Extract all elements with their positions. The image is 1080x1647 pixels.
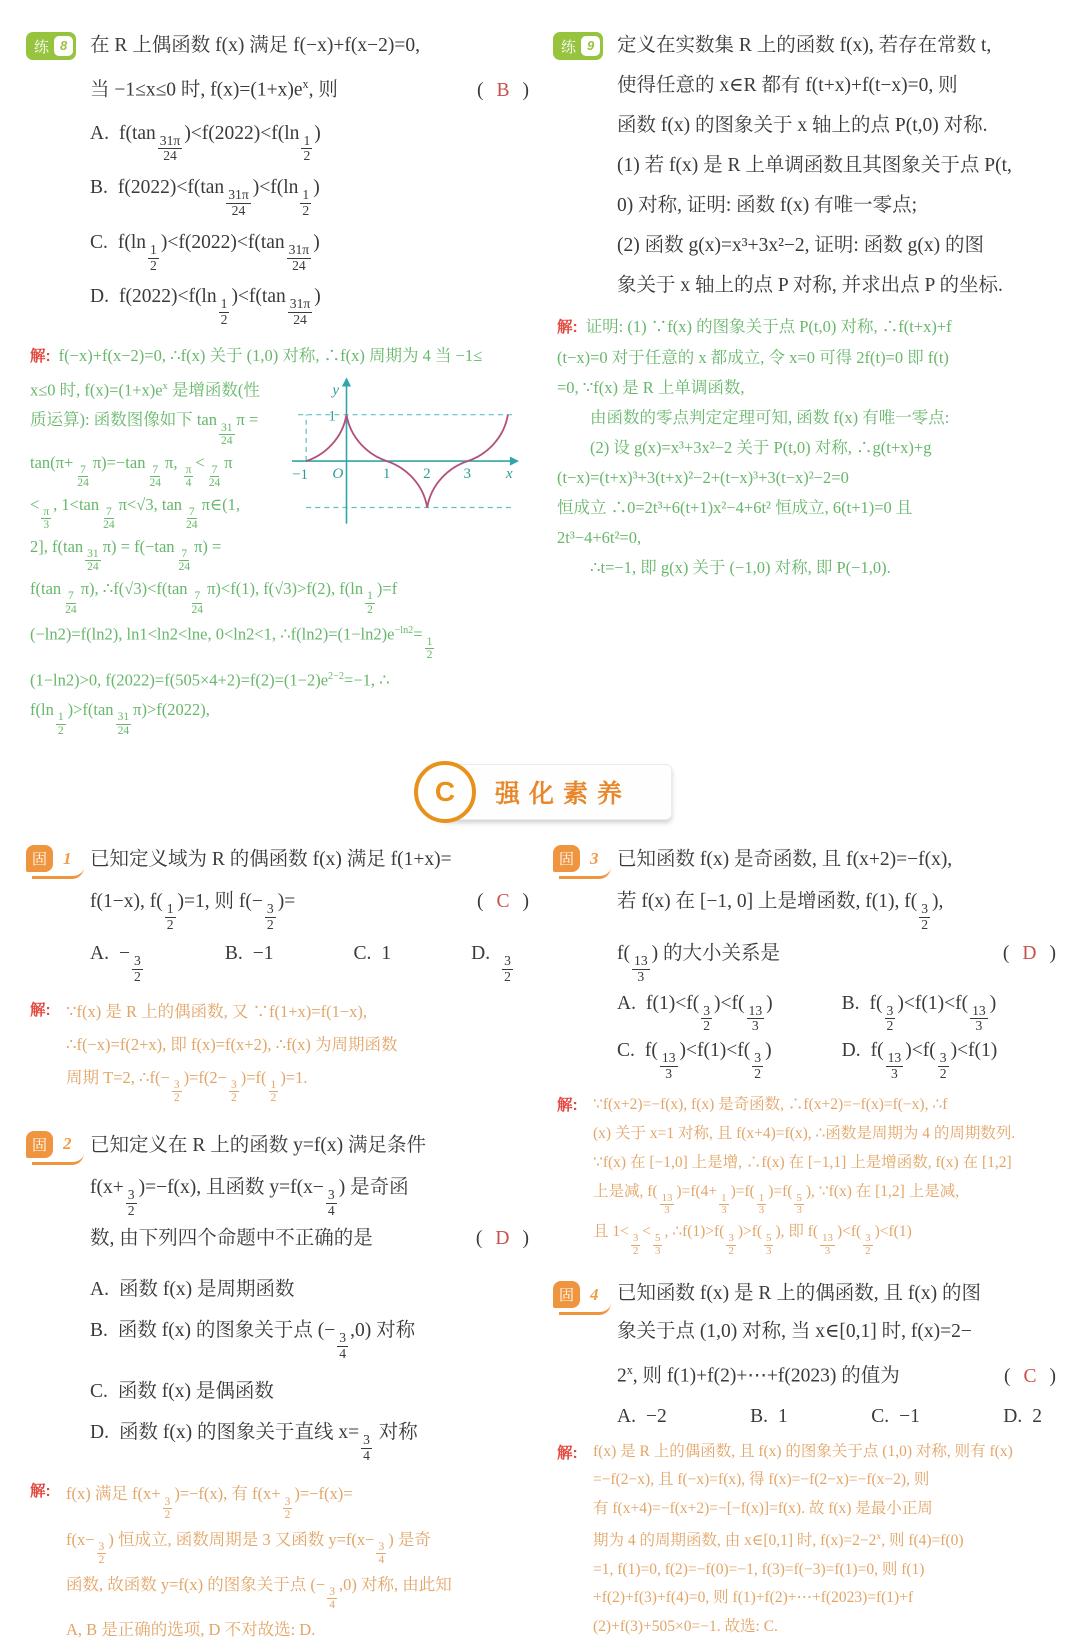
- option-text: f(tan $\frac{31\pi}{24}$ )<f(2022)<f(ln $\frac{1}{2}$ ): [118, 122, 321, 164]
- solution-line: ∵f(x+2)=−f(x), f(x) 是奇函数, ∴f(x+2)=−f(x)=f(−x), ∴f: [593, 1095, 948, 1113]
- option-label: C.: [353, 942, 372, 964]
- solution-label: 解:: [30, 1001, 51, 1019]
- paren-open: (: [476, 79, 484, 101]
- function-graph: [288, 374, 520, 528]
- problem-consolidate-3: [557, 839, 1056, 1257]
- option-a: [90, 1273, 529, 1301]
- consolidate-badge-number: 3: [590, 848, 599, 868]
- solution-line: =1, f(1)=0, f(2)=−f(0)=−1, f(3)=f(−3)=f(1)=0, 则 f(1): [593, 1560, 925, 1578]
- options-grid: [617, 993, 1056, 1082]
- solution-line: [557, 312, 1056, 343]
- solution-text: 证明: (1) ∵f(x) 的图象关于点 P(t,0) 对称, ∴f(t+x)+f: [585, 317, 952, 336]
- right-bottom-column: [557, 839, 1056, 1647]
- option-c: [354, 943, 392, 985]
- solution-line: x≤0 时, $f(x)=(1+x)e^x$ 是增函数(性: [30, 380, 260, 400]
- option-a: [617, 993, 836, 1035]
- solution-line: f(x) 是 R 上的偶函数, 且 f(x) 的图象关于点 (1,0) 对称, 则有 f(x): [593, 1442, 1013, 1460]
- bottom-row: [30, 839, 1056, 1647]
- solution-line: (t−x)=0 对于任意的 x 都成立, 令 x=0 可得 2f(t)=0 即 f(t): [557, 348, 949, 367]
- option-a: [90, 123, 529, 165]
- stem-text: 当 −1≤x≤0 时, $f(x)=(1+x)e^x$, 则: [90, 77, 338, 101]
- g3-solution: [557, 1090, 1056, 1258]
- x-tick-1: 1: [382, 466, 391, 483]
- practice-badge-icon: [553, 32, 603, 60]
- top-row: [30, 26, 1056, 737]
- option-text: −1: [252, 942, 274, 964]
- consolidate-badge-icon: [26, 1131, 72, 1158]
- solution-line: (−ln2)=f(ln2), ln1<ln2<lne, 0<ln2<1, $\therefore f(\ln 2)=(1-\ln 2)e^{-ln2}=$ $\frac{1}{2}$: [30, 624, 433, 662]
- solution-line: (x) 关于 x=1 对称, 且 f(x+4)=f(x), ∴函数是周期为 4 的周期数列.: [593, 1124, 1016, 1142]
- stem-line: (2) 函数 g(x)=x³+3x²−2, 证明: 函数 g(x) 的图: [617, 235, 984, 256]
- practice-badge-number: 9: [581, 36, 600, 56]
- solution-line: =0, ∵f(x) 是 R 上单调函数,: [557, 378, 745, 397]
- option-label: A.: [90, 1279, 109, 1301]
- consolidate-badge-text: 固: [26, 1131, 53, 1158]
- stem-line: [90, 65, 529, 110]
- option-label: A.: [617, 1405, 636, 1427]
- x-tick-neg1: −1: [292, 467, 309, 484]
- origin-label: O: [332, 466, 344, 483]
- stem-text: 数, 由下列四个命题中不正确的是: [90, 1228, 373, 1250]
- option-d: [1003, 1406, 1042, 1428]
- practice8-body: [30, 26, 529, 328]
- answer-box: [1003, 933, 1056, 975]
- problem-consolidate-1: [30, 839, 529, 1104]
- stem-line: [617, 1351, 1056, 1396]
- solution-label: 解:: [30, 347, 51, 365]
- option-c: [617, 1040, 836, 1082]
- problem-practice-8: [30, 26, 529, 737]
- stem-line: 象关于点 (1,0) 对称, 当 x∈[0,1] 时, f(x)=2−: [617, 1321, 972, 1343]
- paren-close: ): [1049, 1365, 1056, 1387]
- solution-line: f(x) 满足 f(x+ $\frac{3}{2}$ )=−f(x), 有 f(x+ $\frac{3}{2}$ )=−f(x)=: [66, 1484, 353, 1522]
- option-label: A.: [617, 992, 636, 1014]
- solution-line: 期为 4 的周期函数, 由 x∈[0,1] 时, $f(x)=2-2^x$, 则 f(4)=f(0): [593, 1531, 964, 1550]
- solution-line: 2], f(tan $\frac{31}{24}$ π) = f(−tan $\frac{7}{24}$ π) =: [30, 536, 222, 574]
- solution-line: 有 f(x+4)=−f(x+2)=−[−f(x)]=f(x). 故 f(x) 是最小正周: [593, 1499, 933, 1517]
- solution-line: (2)+f(3)+505×0=−1. 故选: C.: [593, 1617, 778, 1635]
- stem-line: 若 f(x) 在 [−1, 0] 上是增函数, f(1), f( $\frac{3}{2}$ ),: [617, 891, 944, 933]
- stem-text: f(1−x), f( $\frac{1}{2}$ )=1, 则 f(− $\frac{3}{2}$ )=: [90, 891, 296, 933]
- option-text: 函数 f(x) 是周期函数: [118, 1279, 295, 1301]
- stem-line: [90, 1218, 529, 1260]
- option-text: $\frac{3}{2}$: [504, 953, 511, 984]
- practice-badge-icon: [26, 32, 76, 60]
- option-d: [90, 286, 529, 328]
- solution-line: ∵f(x) 在 [−1,0] 上是增, ∴f(x) 在 [−1,1] 上是增函数, f(x) 在 [1,2]: [593, 1153, 1012, 1171]
- solution-line: =−f(2−x), 且 f(−x)=f(x), 得 f(x)=−f(2−x)=−f(x−2), 则: [593, 1471, 930, 1489]
- option-label: B.: [841, 992, 860, 1014]
- solution-line: < $\frac{\pi}{3}$ , 1<tan $\frac{7}{24}$ π<√3, tan $\frac{7}{24}$ π∈(1,: [30, 494, 240, 532]
- consolidate-badge-number: 2: [63, 1134, 72, 1154]
- option-b: [225, 943, 274, 985]
- option-b: [90, 177, 529, 219]
- practice-badge-text: 练: [561, 38, 577, 56]
- option-b: [842, 993, 1056, 1035]
- option-text: −2: [645, 1405, 667, 1427]
- option-label: B.: [750, 1405, 769, 1427]
- practice-badge-number: 8: [54, 36, 73, 56]
- g2-body: [30, 1125, 529, 1464]
- stem-line: f(x+ $\frac{3}{2}$ )=−f(x), 且函数 y=f(x− $\frac{3}{4}$ ) 是奇函: [90, 1176, 409, 1218]
- solution-label: 解:: [557, 1096, 578, 1114]
- option-d: [471, 943, 515, 985]
- options-row: [90, 943, 529, 985]
- g4-body: [557, 1275, 1056, 1428]
- option-a: [617, 1406, 667, 1428]
- option-label: D.: [90, 286, 109, 308]
- option-text: 1: [778, 1405, 788, 1427]
- solution-label: 解:: [30, 1483, 51, 1501]
- problem-consolidate-4: [557, 1275, 1056, 1641]
- solution-line: f(tan $\frac{7}{24}$ π), ∴f(√3)<f(tan $\frac{7}{24}$ π)<f(1), f(√3)>f(2), f(ln $\frac{1}{2}$ )=f: [30, 578, 398, 616]
- y-tick-1: 1: [328, 408, 336, 425]
- problem-consolidate-2: [30, 1125, 529, 1647]
- paren-close: ): [522, 891, 529, 913]
- answer-letter: B: [496, 79, 510, 101]
- y-axis-label: y: [332, 382, 340, 399]
- solution-lines: [30, 372, 288, 574]
- stem-line: 已知函数 f(x) 是 R 上的偶函数, 且 f(x) 的图: [617, 1283, 981, 1305]
- solution-line: 由函数的零点判定定理可知, 函数 f(x) 有唯一零点:: [590, 408, 950, 427]
- option-label: B.: [90, 1320, 108, 1342]
- paren-open: (: [476, 891, 484, 913]
- answer-letter: C: [1023, 1365, 1037, 1387]
- option-c: [90, 232, 529, 274]
- paren-close: ): [1049, 942, 1056, 964]
- solution-line: (t−x)=(t+x)³+3(t+x)²−2+(t−x)³+3(t−x)²−2=0: [557, 468, 849, 487]
- option-d: [842, 1040, 1056, 1082]
- stem-line: [90, 881, 529, 933]
- consolidate-badge-number: 1: [63, 848, 72, 868]
- solution-line: f(x− $\frac{3}{2}$ ) 恒成立, 函数周期是 3 又函数 y=f(x− $\frac{3}{4}$ ) 是奇: [66, 1529, 431, 1567]
- option-text: f( $\frac{3}{2}$ )<f(1)<f( $\frac{13}{3}$ ): [869, 992, 997, 1034]
- answer-box: [477, 71, 529, 110]
- consolidate-badge-text: 固: [553, 1281, 580, 1308]
- option-text: f(2022)<f(tan $\frac{31\pi}{24}$ )<f(ln $\frac{1}{2}$ ): [117, 177, 320, 218]
- option-text: f(1)<f( $\frac{3}{2}$ )<f( $\frac{13}{3}$ ): [645, 992, 773, 1034]
- option-label: A.: [90, 122, 109, 144]
- left-bottom-column: [30, 839, 529, 1647]
- solution-line: tan(π+ $\frac{7}{24}$ π)=−tan $\frac{7}{24}$ π, $\frac{\pi}{4}$ < $\frac{7}{24}$ π: [30, 452, 233, 490]
- paren-open: (: [1003, 1365, 1011, 1387]
- solution-line: +f(2)+f(3)+f(4)=0, 则 f(1)+f(2)+⋯+f(2023)=f(1)+f: [593, 1589, 914, 1607]
- solution-line: ∴f(−x)=f(2+x), 即 f(x)=f(x+2), ∴f(x) 为周期函数: [66, 1034, 398, 1054]
- options-row: [617, 1406, 1056, 1428]
- section-badge: [414, 761, 672, 823]
- solution-text: f(−x)+f(x−2)=0, ∴f(x) 关于 (1,0) 对称, ∴f(x) 周期为 4 当 −1≤: [58, 345, 483, 365]
- solution-line: 2t³−4+6t²=0,: [557, 528, 642, 547]
- option-label: D.: [90, 1421, 109, 1443]
- option-a: [90, 943, 145, 985]
- consolidate-badge-text: 固: [26, 845, 53, 872]
- g4-solution: [557, 1438, 1056, 1642]
- problem-practice-9: [557, 26, 1056, 737]
- option-label: B.: [224, 942, 243, 964]
- stem-line: 使得任意的 x∈R 都有 f(t+x)+f(t−x)=0, 则: [617, 75, 958, 96]
- answer-box: [476, 1218, 529, 1260]
- stem-text: f( $\frac{13}{3}$ ) 的大小关系是: [617, 942, 781, 984]
- x-axis-label: x: [505, 466, 513, 483]
- stem-line: [617, 933, 1056, 985]
- solution-line: 上是减, f( $\frac{13}{3}$ )=f(4+ $\frac{1}{3}$ )=f( $\frac{1}{3}$ )=f( $\frac{5}{3}$ ), ∵f(x) 在 [1,2] 上是减,: [593, 1182, 960, 1217]
- consolidate-badge-text: 固: [553, 845, 580, 872]
- solution-line: [30, 341, 529, 372]
- option-label: C.: [90, 1380, 108, 1402]
- answer-box: [1004, 1358, 1056, 1396]
- section-c-icon: C: [414, 761, 476, 823]
- option-text: 2: [1032, 1405, 1042, 1427]
- option-label: A.: [90, 942, 109, 964]
- option-text: f( $\frac{13}{3}$ )<f(1)<f( $\frac{3}{2}$ ): [644, 1040, 772, 1082]
- stem-line: 函数 f(x) 的图象关于 x 轴上的点 P(t,0) 对称.: [617, 115, 988, 136]
- solution-label: 解:: [557, 319, 578, 336]
- answer-letter: D: [495, 1228, 510, 1250]
- stem-line: (1) 若 f(x) 是 R 上单调函数且其图象关于点 P(t,: [617, 155, 1012, 176]
- stem-line: 已知函数 f(x) 是奇函数, 且 f(x+2)=−f(x),: [617, 849, 953, 871]
- answer-letter: D: [1022, 942, 1037, 964]
- solution-label: 解:: [557, 1444, 578, 1462]
- practice8-solution: [30, 341, 529, 737]
- stem-line: 已知定义在 R 上的函数 y=f(x) 满足条件: [90, 1134, 426, 1156]
- option-d: [90, 1416, 529, 1464]
- option-c: [90, 1375, 529, 1403]
- solution-line: 且 1< $\frac{3}{2}$ < $\frac{5}{3}$ , ∴f(1)>f( $\frac{3}{2}$ )>f( $\frac{5}{3}$ ), 即 f( $\frac{13}{3}$ )<f( $\frac{3}{2}$ )<f(1): [593, 1223, 912, 1257]
- paren-close: ): [522, 1228, 529, 1250]
- solution-line: ∴t=−1, 即 g(x) 关于 (−1,0) 对称, 即 P(−1,0).: [590, 558, 891, 577]
- stem-line: 已知定义域为 R 的偶函数 f(x) 满足 f(1+x)=: [90, 849, 452, 871]
- practice9-body: [557, 26, 1056, 306]
- solution-line: A, B 是正确的选项, D 不对故选: D.: [66, 1619, 316, 1639]
- stem-text: 2$^x$, 则 f(1)+f(2)+⋯+f(2023) 的值为: [617, 1363, 900, 1387]
- paren-open: (: [475, 1228, 483, 1250]
- option-text: 函数 f(x) 是偶函数: [117, 1380, 274, 1402]
- paren-open: (: [1002, 942, 1010, 964]
- solution-line: f(ln $\frac{1}{2}$ )>f(tan $\frac{31}{24}$ π)>f(2022),: [30, 700, 210, 737]
- option-label: B.: [90, 177, 108, 199]
- option-text: 1: [381, 942, 392, 964]
- option-label: D.: [841, 1040, 861, 1062]
- g3-body: [557, 839, 1056, 1081]
- stem-line: 0) 对称, 证明: 函数 f(x) 有唯一零点;: [617, 195, 918, 216]
- option-text: f(2022)<f(ln $\frac{1}{2}$ )<f(tan $\frac{31\pi}{24}$ ): [118, 286, 321, 328]
- option-text: − $\frac{3}{2}$: [118, 942, 141, 984]
- solution-line: (1−ln2)>0, $f(2022)=f(505\times 4+2)=f(2)=(1-2)e^{2-2}=-1$, ∴: [30, 670, 390, 690]
- g2-solution: [30, 1476, 529, 1646]
- option-label: C.: [617, 1040, 635, 1062]
- section-divider: [30, 761, 1056, 823]
- practice-badge-text: 练: [34, 38, 50, 56]
- stem-line: 定义在实数集 R 上的函数 f(x), 若存在常数 t,: [617, 35, 992, 56]
- paren-close: ): [522, 79, 529, 101]
- x-tick-2: 2: [423, 466, 431, 483]
- option-label: D.: [471, 942, 491, 964]
- solution-line: 周期 T=2, ∴f(− $\frac{3}{2}$ )=f(2− $\frac{3}{2}$ )=f( $\frac{1}{2}$ )=1.: [66, 1067, 308, 1105]
- option-text: 函数 f(x) 的图象关于点 (− $\frac{3}{4}$ ,0) 对称: [117, 1320, 416, 1362]
- solution-line: 质运算): 函数图像如下 tan $\frac{31}{24}$ π =: [30, 410, 259, 448]
- g1-solution: [30, 995, 529, 1105]
- option-text: f( $\frac{13}{3}$ )<f( $\frac{3}{2}$ )<f(1): [870, 1040, 998, 1082]
- option-b: [90, 1314, 529, 1362]
- practice9-solution: [557, 312, 1056, 583]
- option-label: C.: [90, 231, 108, 253]
- consolidate-badge-icon: [26, 845, 72, 872]
- option-label: C.: [871, 1405, 890, 1427]
- section-title: 强化素养: [442, 764, 672, 820]
- option-text: f(ln $\frac{1}{2}$ )<f(2022)<f(tan $\frac{31\pi}{24}$ ): [117, 231, 320, 273]
- consolidate-badge-icon: [553, 1281, 599, 1308]
- g1-body: [30, 839, 529, 984]
- option-b: [750, 1406, 788, 1428]
- solution-line: 恒成立 ∴0=2t³+6(t+1)x²−4+6t² 恒成立, 6(t+1)=0 且: [557, 498, 913, 517]
- stem-line: 在 R 上偶函数 f(x) 满足 f(−x)+f(x−2)=0,: [90, 35, 420, 56]
- option-label: D.: [1003, 1405, 1023, 1427]
- option-c: [871, 1406, 920, 1428]
- solution-line: 函数, 故函数 y=f(x) 的图象关于点 (− $\frac{3}{4}$ ,0) 对称, 由此知: [66, 1574, 452, 1612]
- option-text: −1: [899, 1405, 920, 1427]
- consolidate-badge-icon: [553, 845, 599, 872]
- answer-letter: C: [496, 891, 510, 913]
- consolidate-badge-number: 4: [590, 1284, 599, 1304]
- stem-line: 象关于 x 轴上的点 P 对称, 并求出点 P 的坐标.: [617, 275, 1003, 296]
- solution-line: (2) 设 g(x)=x³+3x²−2 关于 P(t,0) 对称, ∴g(t+x)+g: [590, 438, 932, 457]
- option-text: 函数 f(x) 的图象关于直线 x= $\frac{3}{4}$ 对称: [118, 1421, 418, 1463]
- answer-box: [477, 881, 529, 923]
- x-tick-3: 3: [463, 466, 472, 483]
- solution-with-graph: [30, 372, 529, 574]
- solution-line: ∵f(x) 是 R 上的偶函数, 又 ∵f(1+x)=f(1−x),: [66, 1001, 367, 1021]
